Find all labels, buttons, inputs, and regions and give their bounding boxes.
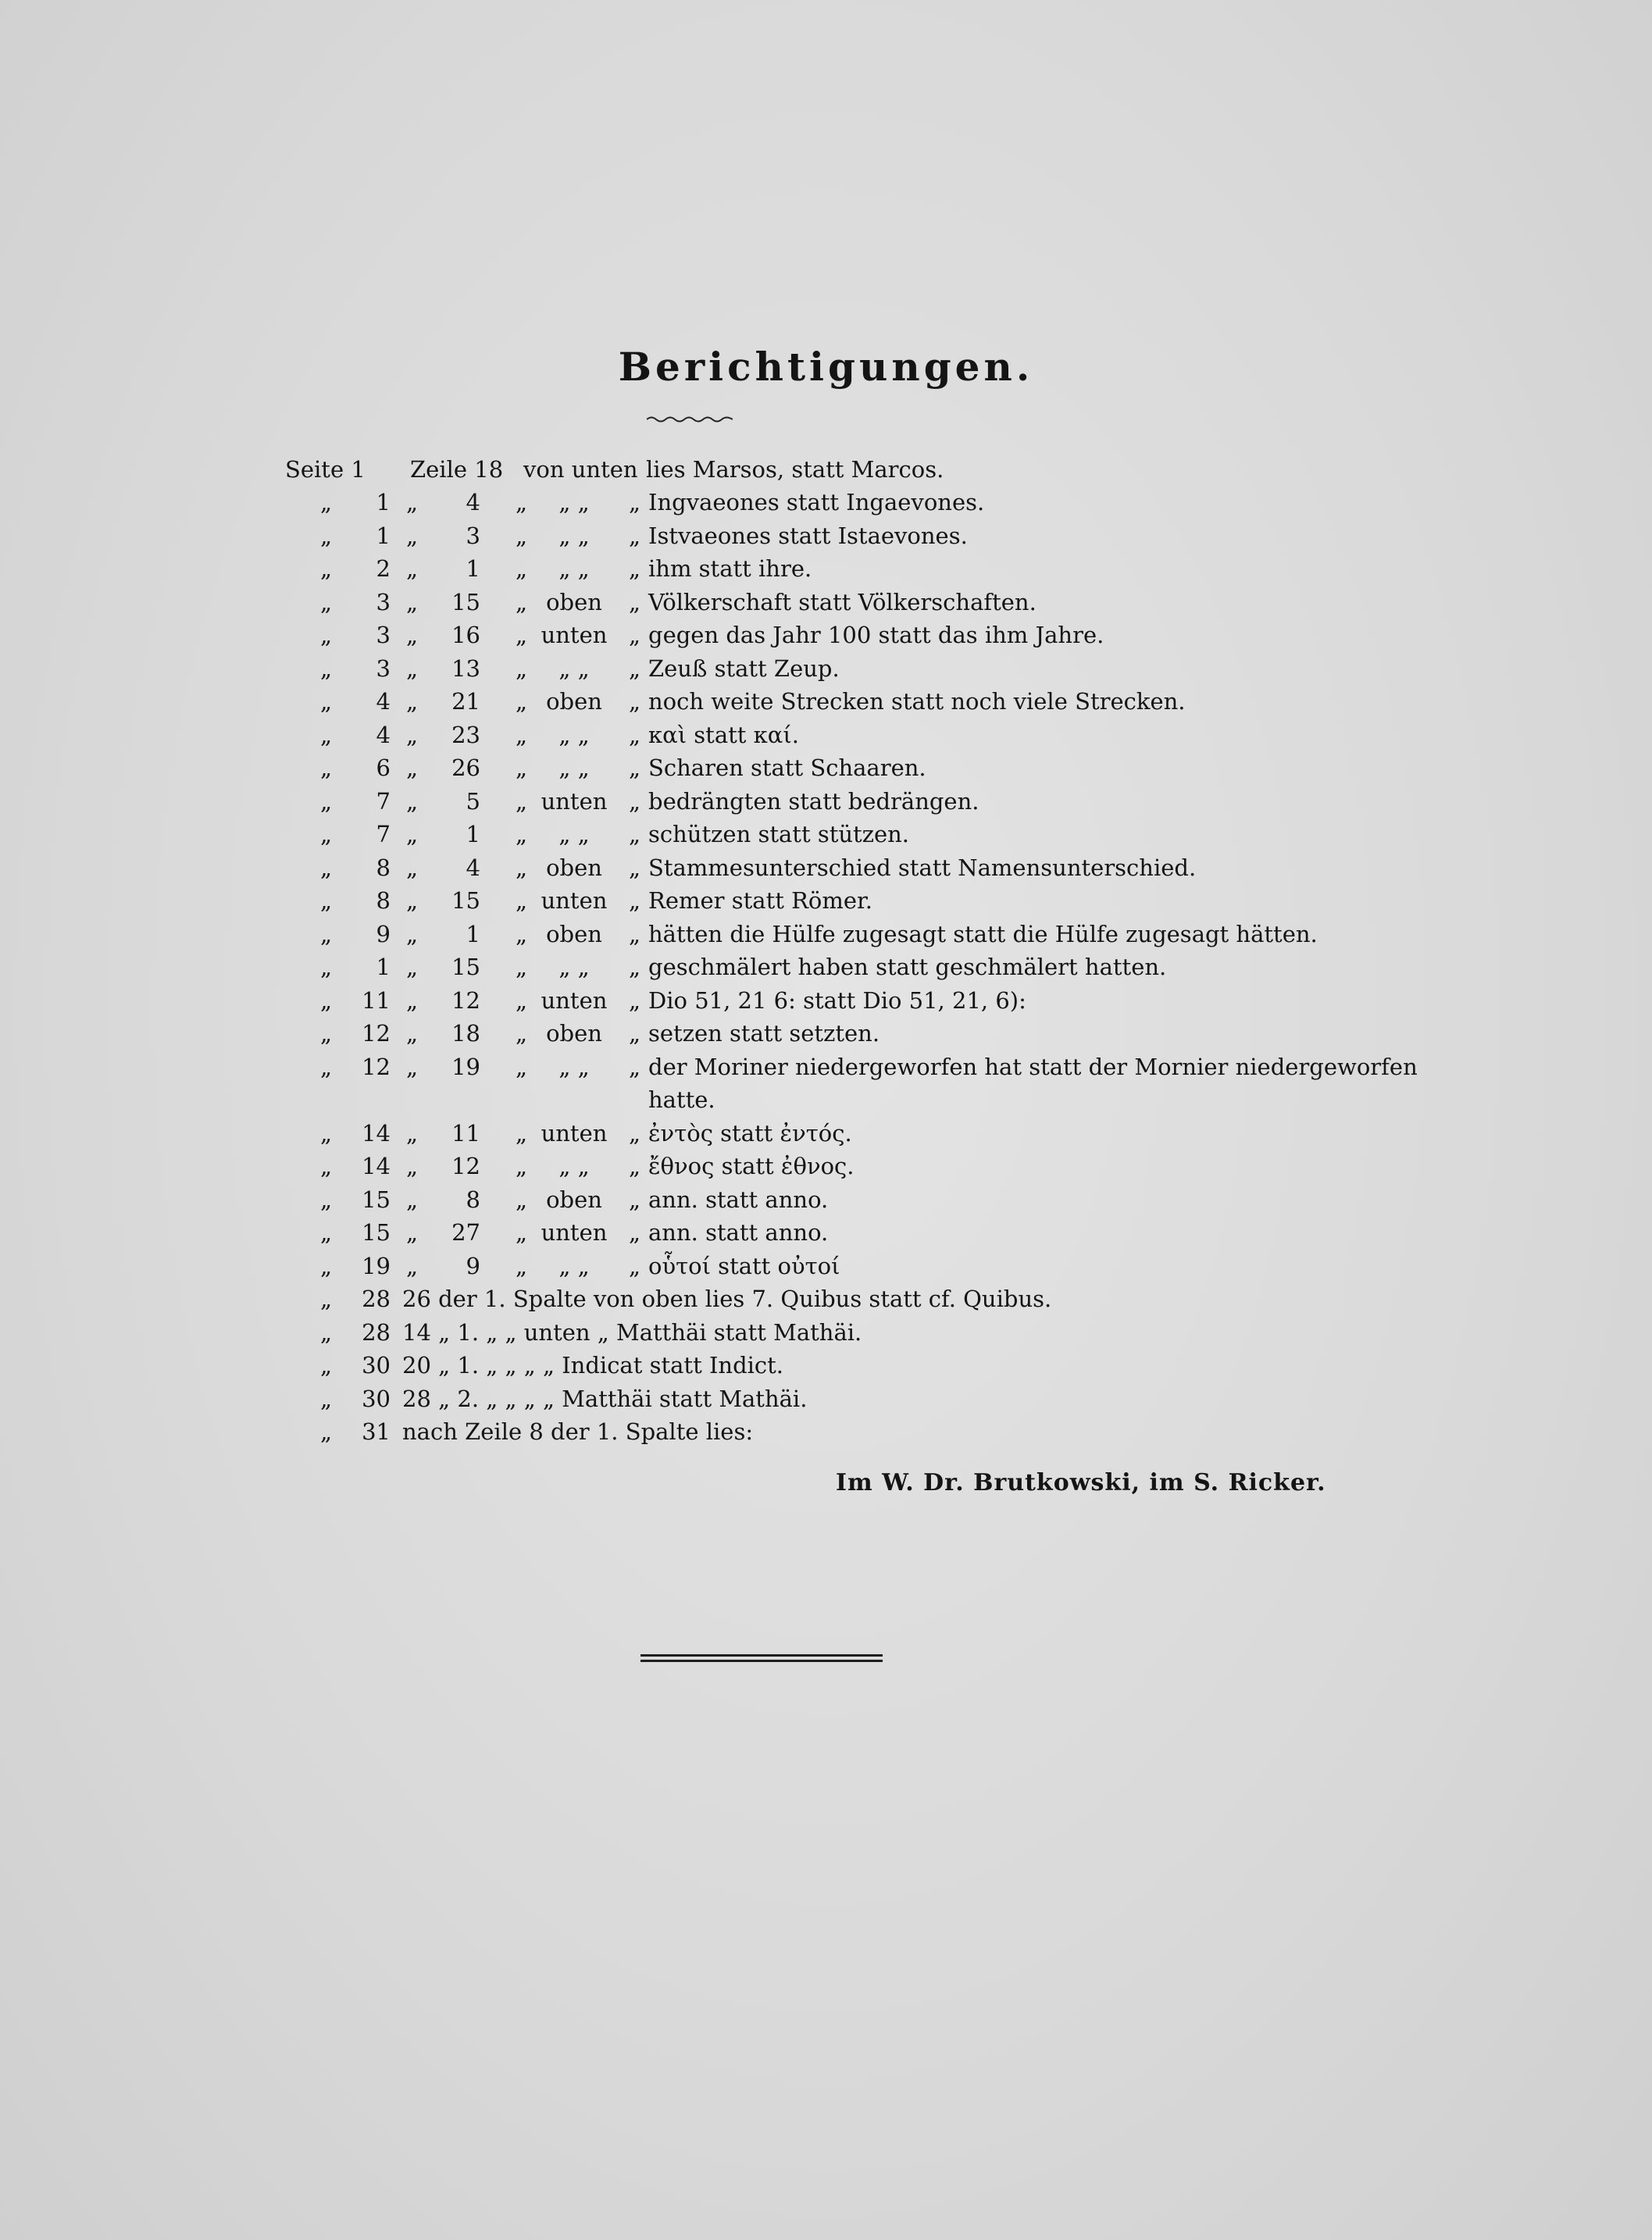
ditto-mark: „ [516, 821, 528, 847]
header-page: Seite 1 [285, 456, 366, 483]
ditto-mark: „ [516, 622, 528, 648]
page-number: 15 [362, 1186, 391, 1213]
correction-text: bedrängten statt bedrängen. [648, 787, 979, 815]
ditto-mark: „ [629, 489, 641, 515]
direction: „ „ [558, 1153, 590, 1179]
ditto-mark: „ [629, 1252, 641, 1279]
page-number: 15 [362, 1219, 391, 1246]
ditto-mark: „ [320, 688, 333, 715]
line-number: 18 [451, 1020, 480, 1047]
errata-row [320, 1216, 1414, 1249]
ditto-mark: „ [629, 1020, 641, 1047]
direction: oben [546, 1020, 602, 1047]
ditto-mark: „ [320, 986, 333, 1014]
ditto-mark: „ [406, 920, 419, 947]
page-number: 6 [376, 754, 391, 781]
line-number: 9 [466, 1252, 480, 1279]
correction-text: Istvaeones statt Istaevones. [648, 522, 968, 549]
ditto-mark: „ [406, 1020, 419, 1047]
errata-row [320, 984, 1414, 1017]
ditto-mark: „ [320, 588, 333, 615]
page-number: 31 [362, 1418, 391, 1445]
ditto-mark: „ [320, 1219, 333, 1246]
errata-row [320, 519, 1414, 552]
ditto-mark: „ [406, 622, 419, 648]
direction: unten [541, 787, 608, 815]
line-number: 1 [466, 920, 480, 947]
page-number: 12 [362, 1053, 391, 1080]
ditto-mark: „ [629, 588, 641, 615]
ditto-mark: „ [516, 1053, 528, 1080]
correction-text: ann. statt anno. [648, 1219, 829, 1246]
page-number: 9 [376, 920, 391, 947]
correction-text: Remer statt Römer. [648, 887, 872, 914]
errata-row [320, 751, 1414, 784]
ditto-mark: „ [320, 622, 333, 648]
ditto-mark: „ [629, 555, 641, 582]
direction: „ „ [558, 522, 590, 549]
correction-text: Völkerschaft statt Völkerschaften. [648, 588, 1037, 615]
ditto-mark: „ [629, 954, 641, 980]
direction: „ „ [558, 489, 590, 515]
ditto-mark: „ [320, 821, 333, 847]
ditto-mark: „ [406, 887, 419, 914]
ditto-mark: „ [629, 1119, 641, 1147]
page-number: 8 [376, 887, 391, 914]
line-number: 23 [451, 721, 480, 748]
closing-rule [640, 1654, 883, 1665]
page-number: 3 [376, 622, 391, 648]
ditto-mark: „ [406, 754, 419, 781]
ditto-mark: „ [406, 655, 419, 682]
ditto-mark: „ [406, 1252, 419, 1279]
ditto-mark: „ [406, 986, 419, 1014]
page-title: Berichtigungen. [618, 344, 1034, 390]
header-dir: von unten [523, 456, 638, 483]
ditto-mark: „ [406, 954, 419, 980]
errata-row [320, 619, 1414, 651]
ditto-mark: „ [320, 954, 333, 980]
page-number: 7 [376, 787, 391, 815]
ditto-mark: „ [629, 986, 641, 1014]
ditto-mark: „ [516, 787, 528, 815]
ditto-mark: „ [629, 622, 641, 648]
errata-row [320, 685, 1414, 718]
correction-text: geschmälert haben statt geschmälert hatten. [648, 954, 1167, 980]
errata-row [320, 818, 1414, 851]
ditto-mark: „ [516, 1153, 528, 1179]
correction-text: ann. statt anno. [648, 1186, 829, 1213]
ditto-mark: „ [406, 1153, 419, 1179]
ditto-mark: „ [516, 688, 528, 715]
ditto-mark: „ [629, 821, 641, 847]
ditto-mark: „ [516, 754, 528, 781]
page-number: 19 [362, 1252, 391, 1279]
correction-text: ἔθνος statt ἐθνος. [648, 1153, 855, 1179]
errata-row [320, 552, 1414, 585]
correction-text: οὗτοί statt οὐτοί [648, 1252, 840, 1279]
page-number: 14 [362, 1119, 391, 1147]
ditto-mark: „ [516, 954, 528, 980]
errata-row [320, 1017, 1414, 1050]
ditto-mark: „ [516, 920, 528, 947]
page-number: 3 [376, 655, 391, 682]
page-number: 11 [362, 986, 391, 1014]
ditto-mark: „ [406, 1186, 419, 1213]
errata-row [320, 1050, 1418, 1083]
page-number: 30 [362, 1385, 391, 1412]
ditto-mark: „ [320, 1318, 333, 1346]
direction: „ „ [558, 1252, 590, 1279]
direction: unten [541, 1219, 608, 1246]
line-number: 3 [466, 522, 480, 549]
ditto-mark: „ [320, 1418, 333, 1445]
ditto-mark: „ [629, 754, 641, 781]
correction-text: καὶ statt καί. [648, 721, 799, 748]
ditto-mark: „ [320, 1020, 333, 1047]
ditto-mark: „ [629, 522, 641, 549]
ditto-mark: „ [629, 854, 641, 881]
page-number: 4 [376, 688, 391, 715]
direction: oben [546, 920, 602, 947]
line-number: 1 [466, 555, 480, 582]
direction: „ „ [558, 821, 590, 847]
special-text: 26 der 1. Spalte von oben lies 7. Quibus statt cf. Quibus. [402, 1286, 1052, 1312]
page-number: 2 [376, 555, 391, 582]
ditto-mark: „ [516, 854, 528, 881]
ditto-mark: „ [516, 1252, 528, 1279]
page-number: 7 [376, 821, 391, 847]
ditto-mark: „ [320, 1286, 333, 1312]
ditto-mark: „ [320, 754, 333, 781]
header-line: Zeile 18 [410, 456, 504, 483]
page-number: 28 [362, 1318, 391, 1346]
ditto-mark: „ [629, 655, 641, 682]
direction: oben [546, 854, 602, 881]
line-number: 16 [451, 622, 480, 648]
direction: „ „ [558, 655, 590, 682]
ditto-mark: „ [516, 489, 528, 515]
errata-row [320, 1415, 1414, 1448]
page-number: 1 [376, 522, 391, 549]
special-text: 28 „ 2. „ „ „ „ Matthäi statt Mathäi. [402, 1385, 808, 1412]
direction: oben [546, 1186, 602, 1213]
errata-row [320, 586, 1414, 619]
correction-text: schützen statt stützen. [648, 821, 910, 847]
ditto-mark: „ [516, 986, 528, 1014]
header-text: lies Marsos, statt Marcos. [646, 456, 944, 483]
ditto-mark: „ [629, 887, 641, 914]
ditto-mark: „ [516, 655, 528, 682]
errata-row [320, 951, 1414, 983]
ditto-mark: „ [406, 489, 419, 515]
ditto-mark: „ [516, 1119, 528, 1147]
ditto-mark: „ [320, 1385, 333, 1412]
ditto-mark: „ [406, 821, 419, 847]
special-text: 20 „ 1. „ „ „ „ Indicat statt Indict. [402, 1352, 784, 1379]
ditto-mark: „ [406, 1119, 419, 1147]
ditto-mark: „ [516, 555, 528, 582]
direction: „ „ [558, 721, 590, 748]
direction: oben [546, 588, 602, 615]
line-number: 12 [451, 1153, 480, 1179]
correction-continuation: hatte. [648, 1086, 715, 1113]
errata-row [320, 1282, 1414, 1315]
ditto-mark: „ [516, 522, 528, 549]
ditto-mark: „ [629, 688, 641, 715]
page-number: 8 [376, 854, 391, 881]
ditto-mark: „ [516, 1186, 528, 1213]
correction-text: Scharen statt Schaaren. [648, 754, 926, 781]
ditto-mark: „ [516, 1020, 528, 1047]
page-number: 28 [362, 1286, 391, 1312]
ditto-mark: „ [320, 489, 333, 515]
ditto-mark: „ [406, 688, 419, 715]
ditto-mark: „ [629, 1153, 641, 1179]
line-number: 4 [466, 854, 480, 881]
ditto-mark: „ [320, 655, 333, 682]
page-number: 12 [362, 1020, 391, 1047]
line-number: 13 [451, 655, 480, 682]
ditto-mark: „ [320, 721, 333, 748]
ditto-mark: „ [516, 721, 528, 748]
errata-header-row [285, 453, 1379, 486]
errata-row [320, 1150, 1414, 1182]
correction-text: setzen statt setzten. [648, 1020, 880, 1047]
ditto-mark: „ [320, 1252, 333, 1279]
correction-text: Stammesunterschied statt Namensunterschied. [648, 854, 1197, 881]
line-number: 27 [451, 1219, 480, 1246]
ditto-mark: „ [320, 555, 333, 582]
errata-row [320, 851, 1414, 884]
direction: „ „ [558, 555, 590, 582]
correction-text: Zeuß statt Zeup. [648, 655, 840, 682]
direction: „ „ [558, 1053, 590, 1080]
direction: „ „ [558, 754, 590, 781]
ditto-mark: „ [629, 1186, 641, 1213]
direction: „ „ [558, 954, 590, 980]
errata-row [320, 918, 1414, 951]
page-number: 30 [362, 1352, 391, 1379]
errata-row [320, 719, 1414, 751]
ditto-mark: „ [406, 522, 419, 549]
page-number: 1 [376, 489, 391, 515]
ditto-mark: „ [320, 522, 333, 549]
errata-row [320, 1382, 1414, 1415]
correction-text: ihm statt ihre. [648, 555, 812, 582]
ditto-mark: „ [406, 854, 419, 881]
line-number: 15 [451, 887, 480, 914]
correction-text: Dio 51, 21 6: statt Dio 51, 21, 6): [648, 986, 1026, 1014]
line-number: 19 [451, 1053, 480, 1080]
ditto-mark: „ [516, 1219, 528, 1246]
correction-text: gegen das Jahr 100 statt das ihm Jahre. [648, 622, 1104, 648]
page-number: 1 [376, 954, 391, 980]
ditto-mark: „ [406, 555, 419, 582]
ditto-mark: „ [320, 1053, 333, 1080]
ditto-mark: „ [629, 1053, 641, 1080]
errata-row [320, 1349, 1414, 1382]
signature: Im W. Dr. Brutkowski, im S. Ricker. [836, 1469, 1326, 1496]
correction-text: hätten die Hülfe zugesagt statt die Hülfe zugesagt hätten. [648, 920, 1318, 947]
ditto-mark: „ [629, 787, 641, 815]
errata-row [320, 884, 1414, 917]
ditto-mark: „ [320, 854, 333, 881]
ditto-mark: „ [406, 588, 419, 615]
errata-row [320, 785, 1414, 818]
correction-text: der Moriner niedergeworfen hat statt der Mornier niedergeworfen [648, 1053, 1418, 1080]
direction: oben [546, 688, 602, 715]
direction: unten [541, 1119, 608, 1147]
page-number: 3 [376, 588, 391, 615]
ditto-mark: „ [629, 920, 641, 947]
title-ornament [647, 414, 733, 425]
ditto-mark: „ [516, 588, 528, 615]
line-number: 12 [451, 986, 480, 1014]
errata-row [320, 1183, 1414, 1216]
line-number: 8 [466, 1186, 480, 1213]
errata-row [320, 652, 1414, 685]
ditto-mark: „ [320, 1153, 333, 1179]
errata-row [320, 1117, 1414, 1150]
ditto-mark: „ [406, 1053, 419, 1080]
ditto-mark: „ [320, 920, 333, 947]
page-number: 14 [362, 1153, 391, 1179]
ditto-mark: „ [629, 1219, 641, 1246]
line-number: 21 [451, 688, 480, 715]
page-number: 4 [376, 721, 391, 748]
direction: unten [541, 986, 608, 1014]
special-text: nach Zeile 8 der 1. Spalte lies: [402, 1418, 754, 1445]
ditto-mark: „ [406, 721, 419, 748]
line-number: 11 [451, 1119, 480, 1147]
special-text: 14 „ 1. „ „ unten „ Matthäi statt Mathäi. [402, 1318, 862, 1346]
ditto-mark: „ [629, 721, 641, 748]
line-number: 4 [466, 489, 480, 515]
line-number: 15 [451, 954, 480, 980]
line-number: 1 [466, 821, 480, 847]
ditto-mark: „ [516, 887, 528, 914]
correction-text: Ingvaeones statt Ingaevones. [648, 489, 985, 515]
correction-text: noch weite Strecken statt noch viele Strecken. [648, 688, 1186, 715]
line-number: 15 [451, 588, 480, 615]
ditto-mark: „ [320, 887, 333, 914]
errata-row [320, 1250, 1414, 1282]
direction: unten [541, 887, 608, 914]
correction-text: ἐντὸς statt ἐντός. [648, 1119, 852, 1147]
line-number: 26 [451, 754, 480, 781]
ditto-mark: „ [320, 1352, 333, 1379]
ditto-mark: „ [320, 1186, 333, 1213]
ditto-mark: „ [406, 787, 419, 815]
ditto-mark: „ [320, 1119, 333, 1147]
ditto-mark: „ [406, 1219, 419, 1246]
errata-row [320, 1316, 1414, 1349]
errata-row [320, 486, 1414, 519]
direction: unten [541, 622, 608, 648]
line-number: 5 [466, 787, 480, 815]
ditto-mark: „ [320, 787, 333, 815]
